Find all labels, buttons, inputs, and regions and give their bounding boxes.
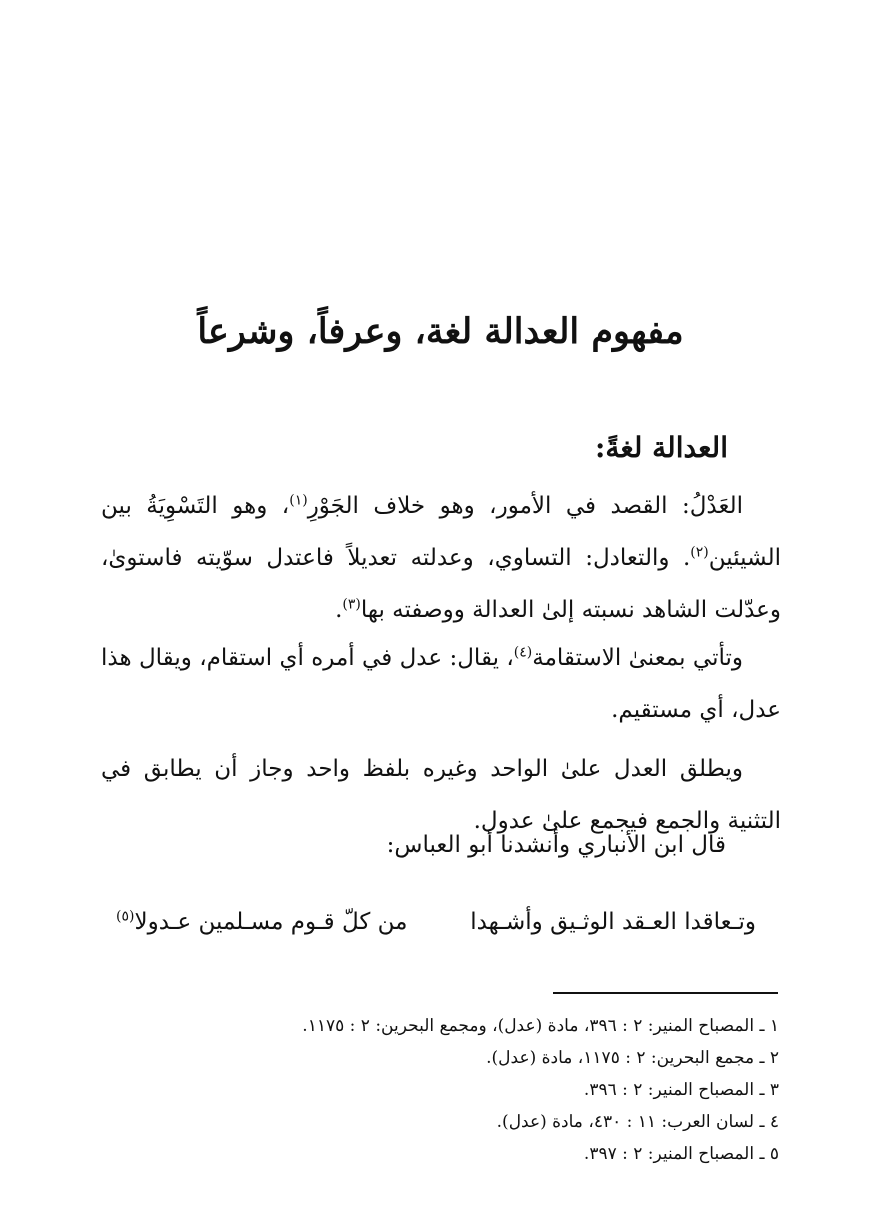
chapter-title: مفهوم العدالة لغة، وعرفاً، وشرعاً [197,311,684,352]
verse-first-hemistich: وتـعاقدا العـقد الوثـيق وأشـهدا [470,909,756,935]
paragraph-text: العَدْلُ: القصد في الأمور، وهو خلاف الجَوْرِ [307,493,744,519]
footnote-item: ٢ ـ مجمع البحرين: ٢ : ١١٧٥، مادة (عدل). [486,1048,779,1068]
footnote-ref-1: (١) [289,492,308,509]
verse-second-hemistich [116,896,407,948]
footnote-item: ٤ ـ لسان العرب: ١١ : ٤٣٠، مادة (عدل). [496,1112,779,1132]
section-heading: العدالة لغةً: [595,431,728,464]
poetry-verse [116,896,756,948]
footnote-separator [553,992,778,994]
paragraph-istiqama [101,632,781,736]
footnote-item: ٥ ـ المصباح المنير: ٢ : ٣٩٧. [583,1144,779,1164]
footnotes-list [99,1010,779,1170]
paragraph-usage: ويطلق العدل علىٰ الواحد وغيره بلفظ واحد وجاز أن يطابق في التثنية والجمع فيجمع علىٰ عدول. [101,756,781,834]
paragraph-text: ، وهو التَسْوِيَةُ بين الشيئين [101,493,781,571]
paragraph-text: . والتعادل: التساوي، وعدلته تعديلاً فاعتدل سوّيته فاستوىٰ، وعدّلت الشاهد نسبته إلىٰ العدالة ووصفته بها [101,545,781,623]
footnote-ref-2: (٢) [690,544,709,561]
footnote-ref-3: (٣) [342,596,361,613]
footnote-item: ١ ـ المصباح المنير: ٢ : ٣٩٦، مادة (عدل)، ومجمع البحرين: ٢ : ١١٧٥. [302,1016,779,1036]
footnote-ref-4: (٤) [513,644,533,661]
paragraph-text: . [335,597,343,623]
paragraph-quote-intro: قال ابن الأنباري وأنشدنا أبو العباس: [386,832,726,858]
paragraph-text: ، يقال: عدل في أمره أي استقام، ويقال هذا عدل، أي مستقيم. [101,645,781,723]
verse-second-hemistich-text: من كلّ قـوم مسـلمين عـدولا [134,909,408,935]
paragraph-definition [101,480,781,636]
footnote-item: ٣ ـ المصباح المنير: ٢ : ٣٩٦. [583,1080,779,1100]
paragraph-text: وتأتي بمعنىٰ الاستقامة [532,645,743,671]
footnote-ref-5: (٥) [116,908,135,925]
